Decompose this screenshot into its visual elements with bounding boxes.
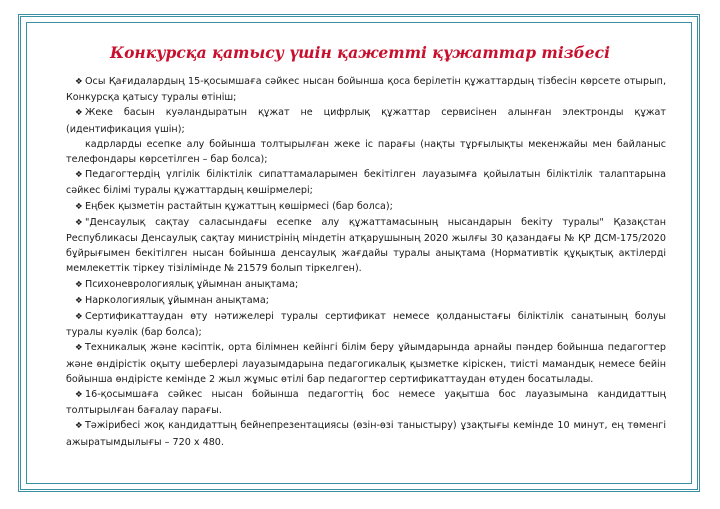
list-item-text: "Денсаулық сақтау саласындағы есепке алу құжаттамасының нысандарын бекіту туралы" Қазақстан Республикасы Денсаулық сақтау министрінің міндетін атқарушының 2020 жылғы 30 қазандағы № ҚР ДСМ-175/2020 бұйрығымен бекітілген нысан бойынша денсаулық жағдайы туралы анықтама (Нормативтік құқықтық актілерді мемлекеттік тіркеу тізілімінде № 21579 болып тіркелген). (66, 216, 666, 275)
list-item (66, 387, 666, 418)
diamond-bullet-icon: ❖ (75, 390, 83, 401)
list-item (66, 167, 666, 198)
list-item-text: Педагогтердің үлгілік біліктілік сипаттамаларымен бекітілген лауазымға қойылатын біліктілік талаптарына сәйкес білімі туралы құжаттардың көшірмелері; (66, 169, 666, 197)
list-item (66, 418, 666, 449)
requirements-list (66, 74, 666, 450)
list-item (66, 309, 666, 340)
list-item (66, 340, 666, 387)
list-item (66, 105, 666, 136)
list-item-text: Осы Қағидалардың 15-қосымшаға сәйкес нысан бойынша қоса берілетін құжаттардың тізбесін көрсете отырып, Конкурсқа қатысу туралы өтініш; (66, 76, 666, 104)
diamond-bullet-icon: ❖ (75, 217, 83, 228)
list-item-text: Сертификаттаудан өту нәтижелері туралы сертификат немесе қолданыстағы біліктілік санатының болуы туралы куәлік (бар болса); (66, 311, 666, 339)
diamond-bullet-icon: ❖ (75, 279, 83, 290)
list-item-text: Тәжірибесі жоқ кандидаттың бейнепрезентациясы (өзін-өзі таныстыру) ұзақтығы кемінде 10 минут, ең төменгі ажыратымдылығы – 720 х 480. (66, 420, 666, 448)
list-item (66, 74, 666, 105)
list-item (66, 137, 666, 167)
list-item (66, 277, 666, 293)
diamond-bullet-icon: ❖ (75, 312, 83, 323)
list-item (66, 199, 666, 215)
diamond-bullet-icon: ❖ (75, 343, 83, 354)
list-item-text: Наркологиялық ұйымнан анықтама; (85, 294, 269, 306)
list-item-text: 16-қосымшаға сәйкес нысан бойынша педагогтің бос немесе уақытша бос лауазымына кандидаттың толтырылған бағалау парағы. (66, 389, 666, 417)
diamond-bullet-icon: ❖ (75, 77, 83, 87)
diamond-bullet-icon: ❖ (75, 170, 83, 181)
diamond-bullet-icon: ❖ (75, 295, 83, 306)
diamond-bullet-icon: ❖ (75, 421, 83, 432)
list-item-text: Жеке басын куәландыратын құжат не цифрлық құжаттар сервисінен алынған электронды құжат (идентификация үшін); (66, 107, 666, 135)
list-item (66, 215, 666, 277)
list-item-text: Еңбек қызметін растайтын құжаттың көшірмесі (бар болса); (85, 200, 393, 212)
list-item-text: кадрларды есепке алу бойынша толтырылған жеке іс парағы (нақты тұрғылықты мекенжайы мен байланыс телефондары көрсетілген – бар болса); (66, 138, 666, 166)
document-title: Конкурсқа қатысу үшін қажетті құжаттар тізбесі (109, 43, 610, 62)
list-item (66, 293, 666, 309)
list-item-text: Психоневрологиялық ұйымнан анықтама; (85, 278, 299, 290)
list-item-text: Техникалық және кәсіптік, орта білімнен кейінгі білім беру ұйымдарында арнайы пәндер бойынша педагогтер және өндірістік оқыту шеберлері лауазымдарына педагогикалық қызметке кіріскен, тиісті мамандық немесе бейін бойынша өндірісте кемінде 2 жыл жұмыс өтілі бар педагогтер сертификаттаудан өтуден босатылады. (66, 342, 666, 385)
diamond-bullet-icon: ❖ (75, 201, 83, 212)
diamond-bullet-icon: ❖ (75, 108, 83, 119)
